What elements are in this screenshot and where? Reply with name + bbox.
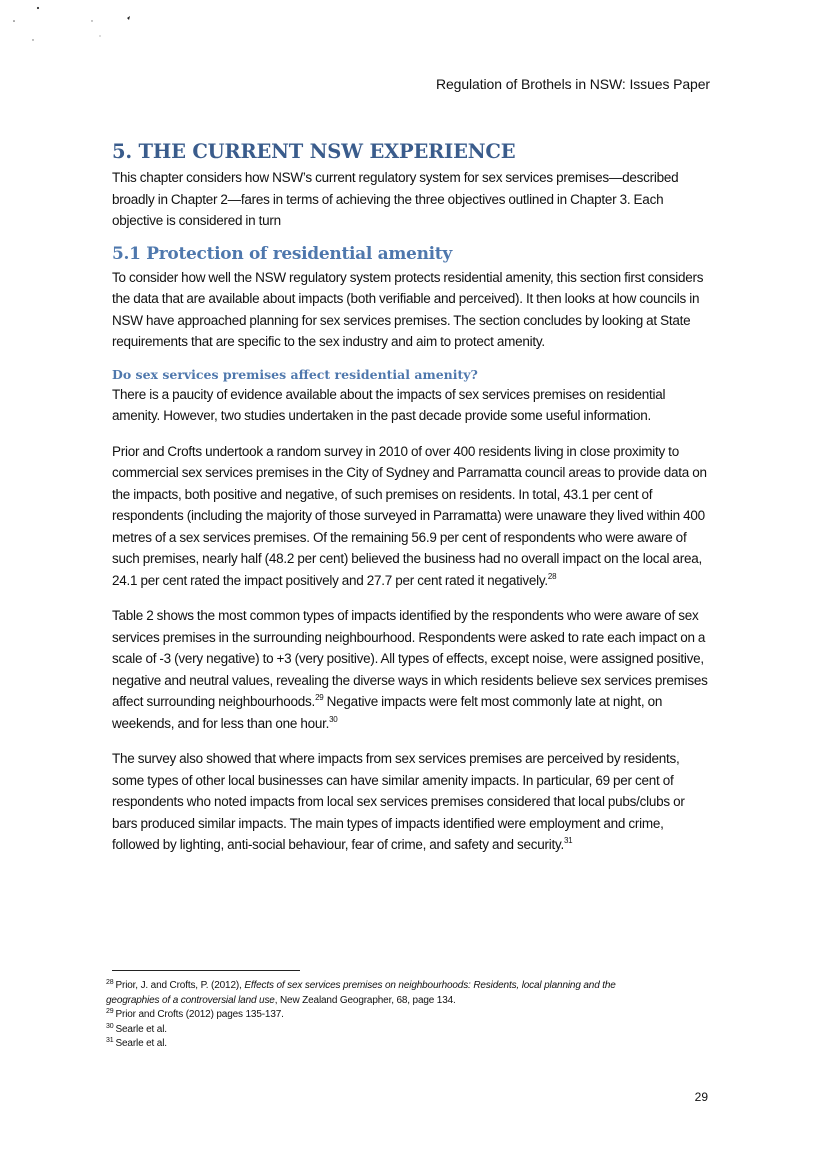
- subsection-title: Do sex services premises affect residential amenity?: [112, 366, 478, 382]
- footnotes: [106, 979, 726, 1052]
- chapter-intro: This chapter considers how NSW’s current regulatory system for sex services premises—described broadly in Chapter 2—fares in terms of achieving the three objectives outlined in Chapter 3. Each objective is considered in turn: [112, 170, 679, 228]
- running-header: Regulation of Brothels in NSW: Issues Paper: [435, 76, 710, 92]
- footnote-text: Prior, J. and Crofts, P. (2012),: [115, 980, 245, 991]
- section-title: 5.1 Protection of residential amenity: [112, 243, 452, 264]
- paragraph-other-businesses: [112, 748, 712, 856]
- page-number: 29: [694, 1090, 708, 1104]
- chapter-title: 5. THE CURRENT NSW EXPERIENCE: [112, 140, 516, 163]
- paragraph-impacts-text-b: Negative impacts were felt most commonly late at night, on weekends, and for less than one hour.: [112, 694, 663, 731]
- paragraph-survey: [112, 441, 712, 592]
- main-content: [112, 140, 712, 870]
- footnote-number: 30: [106, 1022, 114, 1030]
- paragraph-impacts-text-a: Table 2 shows the most common types of impacts identified by the respondents who were aware of sex services premises in the surrounding neighbourhood. Respondents were asked to rate each impact on a scale of -3 (very negative) to +3 (very positive). All types of effects, except noise, were assigned positive, negative and neutral values, revealing the diverse ways in which residents believe sex services premises affect surrounding neighbourhoods.: [112, 608, 708, 709]
- footnote-31: [106, 1037, 726, 1052]
- footnote-number: 31: [106, 1037, 114, 1044]
- paragraph-other-businesses-text: The survey also showed that where impacts from sex services premises are perceived by residents, some types of other local businesses can have similar amenity impacts. In particular, 69 per cent of respondents who noted impacts from local sex services premises considered that local pubs/clubs or bars produced similar impacts. The main types of impacts identified were employment and crime, followed by lighting, anti-social behaviour, fear of crime, and safety and security.: [112, 751, 685, 852]
- footnote-number: 28: [106, 979, 114, 986]
- footnote-text-post: , New Zealand Geographer, 68, page 134.: [274, 994, 456, 1006]
- footnote-divider: [112, 970, 300, 971]
- paragraph-impacts: [112, 605, 712, 734]
- section-intro: To consider how well the NSW regulatory system protects residential amenity, this section first considers the data that are available about impacts (both verifiable and perceived). It then looks at how councils in NSW have approached planning for sex services premises. The section concludes by looking at State requirements that are specific to the sex industry and aim to protect amenity.: [112, 269, 704, 349]
- footnote-text: Searle et al.: [115, 1023, 167, 1035]
- scan-specks: [0, 0, 160, 50]
- footnote-ref-31: 31: [563, 836, 573, 845]
- footnote-ref-28: 28: [547, 571, 557, 581]
- footnote-29: [106, 1008, 726, 1023]
- footnote-28: [106, 979, 726, 994]
- paragraph-survey-text: Prior and Crofts undertook a random survey in 2010 of over 400 residents living in close proximity to commercial sex services premises in the City of Sydney and Parramatta council areas to provide data on the impacts, both positive and negative, of such premises on residents. In total, 43.1 per cent of respondents (including the majority of those surveyed in Parramatta) were unaware they lived within 400 metres of a sex services premises. Of the remaining 56.9 per cent of respondents who were aware of such premises, nearly half (48.2 per cent) believed the business had no overall impact on the local area, 24.1 per cent rated the impact positively and 27.7 per cent rated it negatively.: [112, 443, 707, 588]
- footnote-ref-30: 30: [329, 714, 338, 724]
- footnote-number: 29: [106, 1008, 114, 1015]
- footnote-ref-29: 29: [315, 693, 324, 702]
- footnote-28-continued: [106, 994, 726, 1009]
- paragraph-evidence: There is a paucity of evidence available about the impacts of sex services premises on residential amenity. However, two studies undertaken in the past decade provide some useful information.: [112, 386, 666, 423]
- footnote-text: Searle et al.: [115, 1038, 167, 1049]
- footnote-article-title-cont: geographies of a controversial land use: [106, 994, 275, 1006]
- footnote-30: [106, 1023, 726, 1038]
- footnote-article-title: Effects of sex services premises on neighbourhoods: Residents, local planning and the: [244, 980, 616, 991]
- footnote-text: Prior and Crofts (2012) pages 135-137.: [115, 1009, 284, 1020]
